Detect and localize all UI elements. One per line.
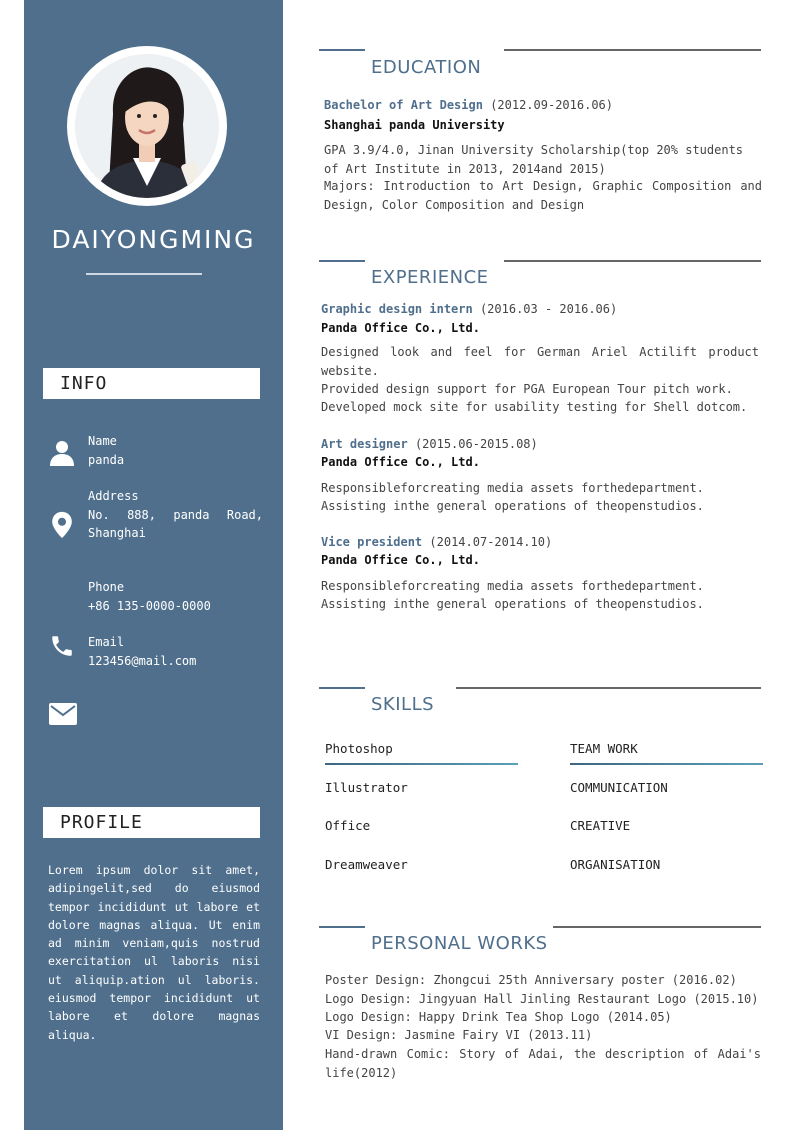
profile-photo (75, 54, 219, 198)
work-item-3: Logo Design: Happy Drink Tea Shop Logo (2014.05) (325, 1010, 672, 1024)
education-rule-long (504, 49, 761, 51)
email-value: 123456@mail.com (88, 653, 197, 668)
person-icon (48, 438, 76, 466)
name-value: panda (88, 452, 125, 467)
job-2-period: (2015.06-2015.08) (414, 437, 538, 451)
works-rule-short (319, 926, 365, 928)
skill-dreamweaver: Dreamweaver (325, 857, 408, 872)
mail-icon (49, 703, 77, 725)
work-item-4: VI Design: Jasmine Fairy VI (2013.11) (325, 1028, 593, 1042)
work-item-2: Logo Design: Jingyuan Hall Jinling Restaurant Logo (2015.10) (325, 992, 759, 1006)
location-pin-icon (50, 511, 74, 539)
work-item-1: Poster Design: Zhongcui 25th Anniversary poster (2016.02) (325, 973, 737, 987)
candidate-name: DAIYONGMING (51, 225, 256, 254)
education-detail-majors: Majors: Introduction to Art Design, Graphic Composition and Design, Color Composition and Design (324, 179, 762, 212)
info-heading: INFO (43, 368, 260, 399)
education-rule-short (319, 49, 365, 51)
name-divider (86, 273, 202, 275)
education-degree-line (324, 96, 613, 115)
skill-office: Office (325, 818, 371, 833)
info-phone (88, 578, 263, 615)
job-1-period: (2016.03 - 2016.06) (479, 302, 618, 316)
job-3-period: (2014.07-2014.10) (429, 535, 553, 549)
experience-title: EXPERIENCE (371, 267, 489, 288)
experience-rule-short (319, 260, 365, 262)
phone-value: +86 135-0000-0000 (88, 598, 211, 613)
job-3-title-line (321, 533, 552, 552)
works-title: PERSONAL WORKS (371, 933, 548, 954)
avatar (67, 46, 227, 206)
works-rule-long (553, 926, 761, 928)
job-2-line-2: Assisting inthe general operations of theopenstudios. (321, 499, 704, 513)
job-3-line-1: Responsibleforcreating media assets forthedepartment. (321, 579, 704, 593)
skill-communication: COMMUNICATION (570, 780, 668, 795)
skill-team-work: TEAM WORK (570, 741, 638, 756)
email-label: Email (88, 635, 125, 649)
skill-illustrator: Illustrator (325, 780, 408, 795)
info-name (88, 432, 263, 469)
address-label: Address (88, 489, 139, 503)
job-2-line-1: Responsibleforcreating media assets forthedepartment. (321, 481, 704, 495)
skills-rule-long (456, 687, 761, 689)
job-2-role: Art designer (321, 437, 408, 451)
job-1-company: Panda Office Co., Ltd. (321, 321, 480, 335)
sidebar (24, 0, 283, 1130)
profile-text: Lorem ipsum dolor sit amet, adipingelit,sed do eiusmod tempor incididunt ut labore et dolore magnas aliqua. Ut enim ad minim veniam,quis nostrud exercitation ul laboris nisi ut aliquip.ation ul laboris. eiusmod tempor incididunt ut labore et dolore magnas aliqua. (48, 863, 260, 1042)
person-portrait-icon (75, 54, 219, 198)
profile-heading: PROFILE (43, 807, 260, 838)
address-value: No. 888, panda Road, Shanghai (88, 507, 263, 540)
phone-label: Phone (88, 580, 125, 594)
info-address (88, 487, 263, 543)
job-1-title-line (321, 300, 617, 319)
job-2-title-line (321, 435, 538, 454)
job-1-role: Graphic design intern (321, 302, 473, 316)
education-title: EDUCATION (371, 57, 482, 78)
skill-photoshop: Photoshop (325, 741, 393, 756)
skill-creative: CREATIVE (570, 818, 631, 833)
experience-rule-long (504, 260, 761, 262)
skills-title: SKILLS (371, 694, 435, 715)
skill-photoshop-bar (325, 763, 518, 765)
phone-icon (49, 633, 75, 659)
name-label: Name (88, 434, 117, 448)
info-email (88, 633, 263, 670)
job-3-line-2: Assisting inthe general operations of theopenstudios. (321, 597, 704, 611)
job-3-role: Vice president (321, 535, 423, 549)
work-item-5: Hand-drawn Comic: Story of Adai, the description of Adai's life(2012) (325, 1047, 761, 1080)
job-2-company: Panda Office Co., Ltd. (321, 455, 480, 469)
school-name: Shanghai panda University (324, 118, 505, 132)
job-3-company: Panda Office Co., Ltd. (321, 553, 480, 567)
skill-team-work-bar (570, 763, 763, 765)
job-1-line-1: Designed look and feel for German Ariel Actilift product website. (321, 345, 759, 378)
degree-period: (2012.09-2016.06) (490, 98, 614, 112)
skills-rule-short (319, 687, 365, 689)
job-1-line-3: Developed mock site for usability testing for Shell dotcom. (321, 400, 748, 414)
skill-organisation: ORGANISATION (570, 857, 661, 872)
education-detail-gpa: GPA 3.9/4.0, Jinan University Scholarship(top 20% students of Art Institute in 2013, 2014and 2015) (324, 143, 744, 176)
degree: Bachelor of Art Design (324, 98, 483, 112)
job-1-line-2: Provided design support for PGA European Tour pitch work. (321, 382, 733, 396)
